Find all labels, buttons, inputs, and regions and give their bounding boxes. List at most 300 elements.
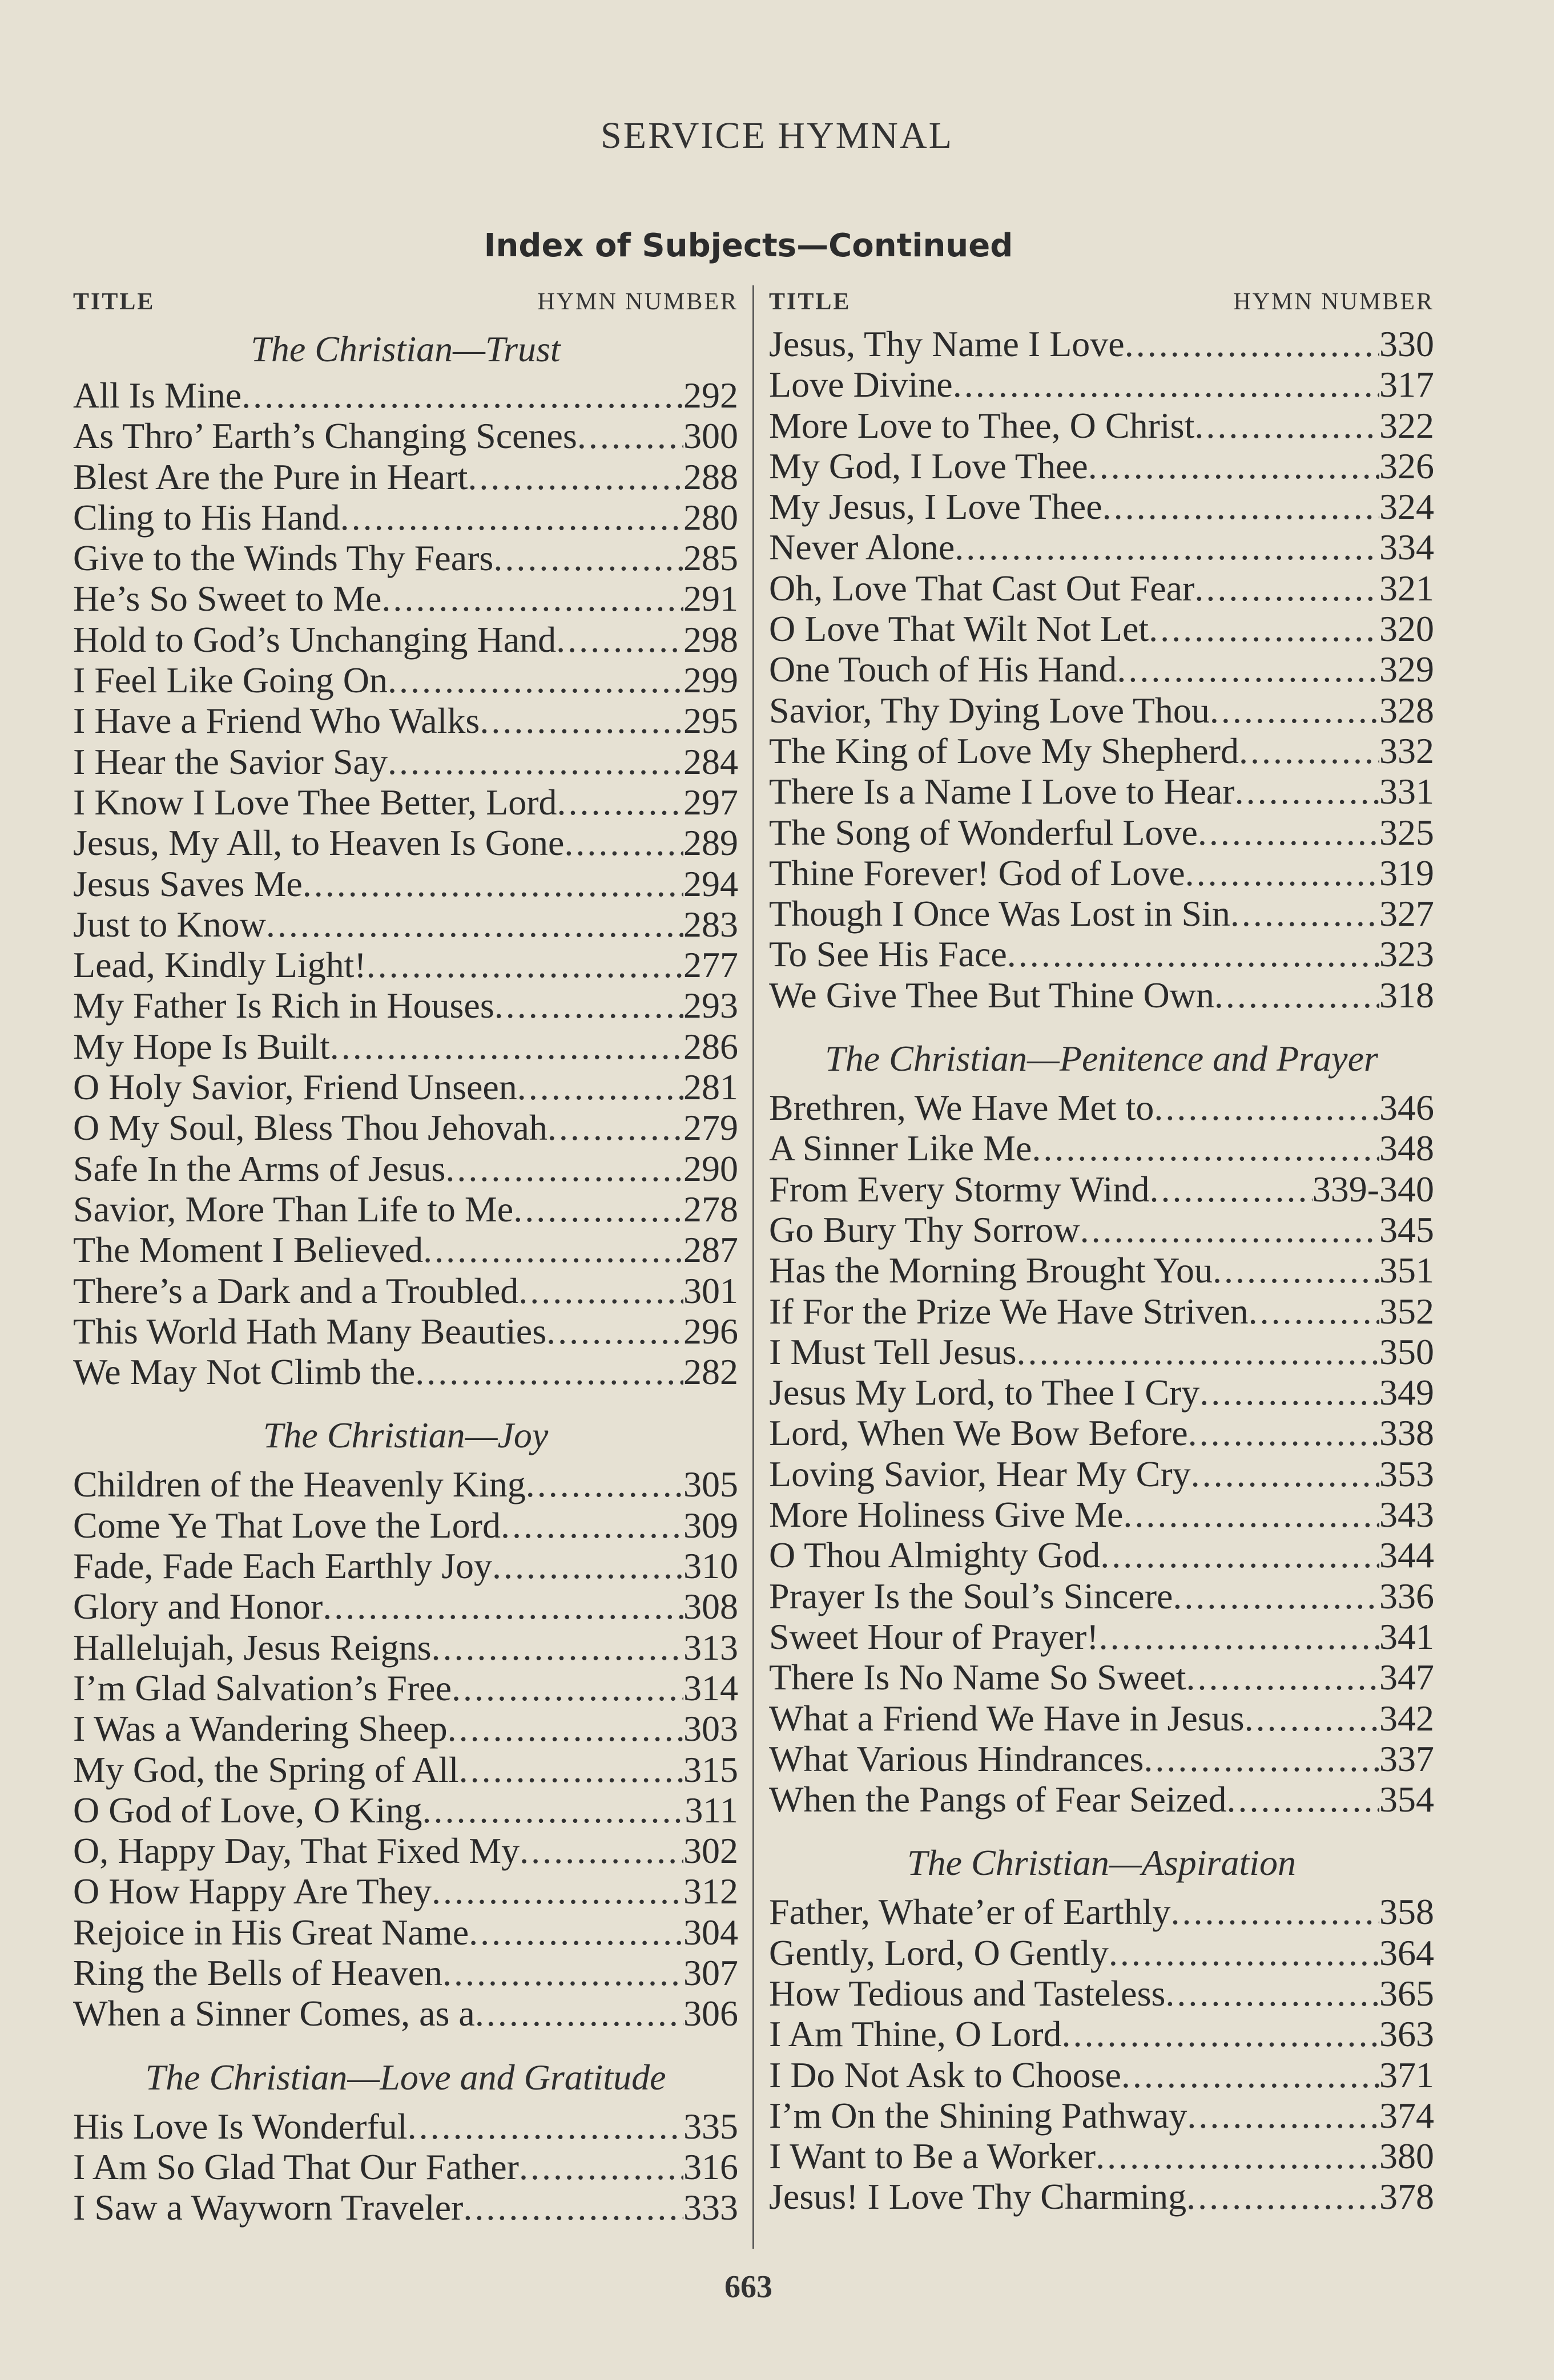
dot-leader: [517, 1067, 683, 1107]
index-entry: [73, 822, 738, 863]
index-entry: [73, 1546, 738, 1586]
index-entry: [769, 2136, 1434, 2176]
hymn-title: Just to Know: [73, 903, 266, 945]
dot-leader: [452, 1668, 683, 1708]
index-entry: [73, 1311, 738, 1352]
hymn-number: 331: [1379, 771, 1434, 812]
dot-leader: [1230, 893, 1379, 934]
index-entry: [769, 568, 1434, 608]
index-entry: [73, 945, 738, 985]
dot-leader: [1239, 731, 1379, 771]
index-entry: [769, 690, 1434, 731]
index-entry: [769, 1698, 1434, 1738]
hymn-title: Ring the Bells of Heaven: [73, 1952, 442, 1993]
hymn-title: Sweet Hour of Prayer!: [769, 1616, 1099, 1657]
hymn-title: We May Not Climb the: [73, 1352, 416, 1393]
hymn-number: 312: [683, 1871, 738, 1912]
hymn-title: O Thou Almighty God: [769, 1535, 1101, 1576]
hymn-number: 353: [1379, 1453, 1434, 1494]
hymn-title: O, Happy Day, That Fixed My: [73, 1830, 520, 1871]
hymn-number: 336: [1379, 1575, 1434, 1616]
index-entry: [73, 1912, 738, 1953]
dot-leader: [475, 1993, 683, 2034]
dot-leader: [1171, 1891, 1380, 1932]
index-entry: [769, 1128, 1434, 1168]
hymn-title: Jesus My Lord, to Thee I Cry: [769, 1372, 1200, 1413]
dot-leader: [1198, 812, 1379, 853]
column-divider: [752, 285, 754, 2249]
page-number: 663: [724, 2269, 772, 2305]
index-entry: [73, 1026, 738, 1067]
dot-leader: [556, 619, 683, 660]
hymn-number: 352: [1379, 1290, 1434, 1332]
title-column-label: TITLE: [769, 289, 851, 315]
hymn-number: 335: [683, 2105, 738, 2147]
hymn-title: Blest Are the Pure in Heart: [73, 456, 468, 497]
index-entry: [769, 812, 1434, 853]
index-entry: [73, 864, 738, 904]
index-entry: [73, 416, 738, 456]
hymn-number: 322: [1379, 405, 1434, 446]
dot-leader: [1191, 1454, 1379, 1494]
hymn-title: Children of the Heavenly King: [73, 1464, 526, 1505]
hymn-number: 296: [683, 1310, 738, 1352]
hymn-title: Jesus! I Love Thy Charming: [769, 2176, 1187, 2217]
dot-leader: [547, 1107, 683, 1148]
dot-leader: [492, 1546, 683, 1586]
hymn-number: 279: [683, 1107, 738, 1148]
hymn-number: 378: [1379, 2176, 1434, 2217]
hymn-title: One Touch of His Hand: [769, 649, 1117, 690]
hymn-number: 313: [683, 1627, 738, 1668]
hymn-title: Savior, More Than Life to Me: [73, 1188, 514, 1229]
hymn-title: How Tedious and Tasteless: [769, 1972, 1166, 2014]
hymn-title: My God, the Spring of All: [73, 1749, 459, 1790]
hymn-number: 282: [683, 1352, 738, 1393]
index-entry: [73, 782, 738, 822]
hymn-title: I Am So Glad That Our Father: [73, 2146, 519, 2187]
hymn-title: What Various Hindrances: [769, 1738, 1144, 1779]
hymn-title: Oh, Love That Cast Out Fear: [769, 567, 1195, 608]
index-entry: [73, 985, 738, 1026]
hymn-title: Never Alone: [769, 527, 955, 568]
left-sections: [73, 324, 738, 2228]
index-entry: [73, 1107, 738, 1148]
dot-leader: [1235, 771, 1379, 812]
dot-leader: [388, 741, 683, 782]
dot-leader: [340, 497, 683, 538]
index-entry: [769, 853, 1434, 893]
hymn-number: 286: [683, 1026, 738, 1067]
dot-leader: [1149, 608, 1379, 649]
hymn-title: A Sinner Like Me: [769, 1128, 1032, 1169]
hymn-title: From Every Stormy Wind: [769, 1168, 1150, 1209]
hymn-number: 280: [683, 497, 738, 538]
hymn-title: I Am Thine, O Lord: [769, 2014, 1062, 2055]
hymn-number: 365: [1379, 1972, 1434, 2014]
index-entry: [73, 904, 738, 945]
hymn-number: 278: [683, 1188, 738, 1229]
hymn-title: O My Soul, Bless Thou Jehovah: [73, 1107, 547, 1148]
hymn-title: There Is No Name So Sweet: [769, 1657, 1186, 1698]
hymn-title: Gently, Lord, O Gently: [769, 1932, 1109, 1973]
dot-leader: [1062, 2014, 1379, 2054]
index-entry: [769, 771, 1434, 812]
hymn-number: 349: [1379, 1372, 1434, 1413]
section-heading: The Christian—Trust: [251, 329, 561, 369]
hymn-number: 290: [683, 1148, 738, 1189]
dot-leader: [431, 1627, 683, 1668]
hymn-title: My Jesus, I Love Thee: [769, 486, 1102, 527]
index-entry: [73, 1505, 738, 1546]
hymn-title: Savior, Thy Dying Love Thou: [769, 689, 1210, 731]
index-entry: [73, 1953, 738, 1993]
index-entry: [769, 527, 1434, 567]
right-column: [769, 288, 1434, 2217]
hymn-number: 281: [683, 1067, 738, 1108]
hymn-number: 283: [683, 903, 738, 945]
dot-leader: [1186, 1657, 1379, 1697]
index-entry: [769, 1494, 1434, 1535]
hymn-title: I Feel Like Going On: [73, 660, 388, 701]
hymn-number: 311: [685, 1789, 738, 1830]
hymn-title: The King of Love My Shepherd: [769, 730, 1239, 771]
index-entry: [73, 538, 738, 578]
hymn-title: Hallelujah, Jesus Reigns: [73, 1627, 432, 1668]
index-entry: [73, 2187, 738, 2228]
index-entry: [73, 375, 738, 416]
hymn-title: Rejoice in His Great Name: [73, 1911, 469, 1953]
dot-leader: [448, 1708, 683, 1749]
index-entry: [769, 2176, 1434, 2217]
hymn-number: 308: [683, 1586, 738, 1627]
dot-leader: [1102, 486, 1379, 527]
hymn-number: 291: [683, 578, 738, 619]
column-header: [73, 288, 738, 324]
hymn-title: Jesus Saves Me: [73, 863, 303, 904]
hymn-title: Brethren, We Have Met to: [769, 1087, 1154, 1128]
hymn-title: Prayer Is the Soul’s Sincere: [769, 1575, 1173, 1616]
index-entry: [73, 700, 738, 741]
hymn-number: 337: [1379, 1738, 1434, 1779]
hymn-title: All Is Mine: [73, 375, 242, 416]
index-entry: [769, 1209, 1434, 1250]
right-sections: [769, 324, 1434, 2217]
hymn-number: 288: [683, 456, 738, 497]
hymn-title: Come Ye That Love the Lord: [73, 1504, 501, 1546]
index-entry: [769, 1413, 1434, 1453]
dot-leader: [423, 1229, 683, 1270]
dot-leader: [953, 364, 1379, 405]
hymn-number: 344: [1379, 1535, 1434, 1576]
dot-leader: [1187, 2095, 1379, 2136]
hymn-number: 317: [1379, 364, 1434, 405]
hymn-title: My God, I Love Thee: [769, 445, 1088, 486]
hymn-title: Hold to God’s Unchanging Hand: [73, 619, 557, 660]
hymn-number: 289: [683, 822, 738, 864]
hymn-title: I’m Glad Salvation’s Free: [73, 1667, 452, 1708]
index-entry: [769, 1576, 1434, 1616]
hymn-title: Jesus, My All, to Heaven Is Gone: [73, 822, 565, 864]
index-entry: [769, 1657, 1434, 1697]
hymn-number: 302: [683, 1830, 738, 1871]
hymn-number: 323: [1379, 934, 1434, 975]
index-entry: [73, 1352, 738, 1392]
dot-leader: [493, 538, 683, 578]
index-entry: [73, 1993, 738, 2034]
dot-leader: [1188, 1413, 1379, 1453]
index-entry: [73, 1148, 738, 1189]
dot-leader: [1096, 2136, 1379, 2176]
dot-leader: [546, 1311, 683, 1352]
index-entry: [769, 1891, 1434, 1932]
hymn-number: 319: [1379, 852, 1434, 893]
hymn-number: 315: [683, 1749, 738, 1790]
index-entry: [769, 364, 1434, 405]
hymn-title: Safe In the Arms of Jesus: [73, 1148, 446, 1189]
index-entry: [73, 1668, 738, 1708]
hymn-title: Lord, When We Bow Before: [769, 1413, 1188, 1454]
index-entry: [73, 1830, 738, 1871]
hymn-number: 374: [1379, 2095, 1434, 2136]
index-entry: [73, 2106, 738, 2147]
dot-leader: [442, 1953, 683, 1993]
dot-leader: [1185, 853, 1379, 893]
hymn-title: I Want to Be a Worker: [769, 2136, 1096, 2177]
dot-leader: [480, 700, 683, 741]
index-entry: [73, 619, 738, 660]
hymn-number: 307: [683, 1952, 738, 1993]
hymn-title: Fade, Fade Each Earthly Joy: [73, 1546, 492, 1587]
hymn-number: 304: [683, 1911, 738, 1953]
index-entry: [73, 1270, 738, 1311]
hymn-title: When the Pangs of Fear Seized: [769, 1779, 1227, 1820]
hymn-number: 342: [1379, 1697, 1434, 1738]
hymn-number: 371: [1379, 2054, 1434, 2095]
hymn-title: Go Bury Thy Sorrow: [769, 1209, 1080, 1250]
running-head: SERVICE HYMNAL: [601, 115, 953, 156]
dot-leader: [469, 1912, 683, 1953]
hymn-number: 277: [683, 945, 738, 986]
dot-leader: [432, 1871, 683, 1911]
hymn-number: 298: [683, 619, 738, 660]
hymn-title: When a Sinner Comes, as a: [73, 1993, 475, 2034]
hymn-title: As Thro’ Earth’s Changing Scenes: [73, 416, 577, 457]
hymn-number: 329: [1379, 649, 1434, 690]
hymn-number: 320: [1379, 608, 1434, 650]
dot-leader: [1109, 1933, 1379, 1973]
index-entry: [73, 1586, 738, 1627]
hymn-title: Has the Morning Brought You: [769, 1250, 1213, 1291]
dot-leader: [408, 2106, 683, 2147]
index-entry: [73, 1790, 738, 1830]
hymn-number: 295: [683, 700, 738, 741]
index-entry: [769, 1535, 1434, 1575]
index-entry: [769, 2055, 1434, 2095]
hymn-title: O Holy Savior, Friend Unseen: [73, 1067, 517, 1108]
index-entry: [769, 405, 1434, 446]
dot-leader: [557, 782, 683, 822]
index-entry: [769, 324, 1434, 364]
index-entry: [73, 1229, 738, 1270]
dot-leader: [1227, 1779, 1379, 1820]
dot-leader: [1194, 405, 1379, 446]
index-entry: [73, 1871, 738, 1911]
hymn-number-column-label: HYMN NUMBER: [1233, 289, 1434, 315]
dot-leader: [1016, 1332, 1379, 1372]
hymn-number: 293: [683, 985, 738, 1026]
index-entry: [769, 1616, 1434, 1657]
index-entry: [769, 2095, 1434, 2136]
dot-leader: [1154, 1087, 1379, 1128]
index-entry: [73, 1464, 738, 1504]
hymn-number: 334: [1379, 527, 1434, 568]
title-column-label: TITLE: [73, 289, 155, 315]
hymn-title: Thine Forever! God of Love: [769, 852, 1185, 893]
hymn-title: Love Divine: [769, 364, 953, 405]
hymn-title: The Song of Wonderful Love: [769, 812, 1198, 853]
hymn-number: 338: [1379, 1413, 1434, 1454]
dot-leader: [520, 1830, 683, 1871]
hymn-number: 350: [1379, 1331, 1434, 1372]
index-entry: [73, 1067, 738, 1107]
dot-leader: [1099, 1616, 1379, 1657]
hymn-number: 325: [1379, 812, 1434, 853]
hymn-number-column-label: HYMN NUMBER: [537, 289, 738, 315]
hymn-title: O Love That Wilt Not Let: [769, 608, 1149, 650]
dot-leader: [463, 2187, 683, 2228]
hymn-number: 343: [1379, 1494, 1434, 1535]
hymn-title: There’s a Dark and a Troubled: [73, 1270, 519, 1311]
dot-leader: [330, 1026, 683, 1067]
dot-leader: [513, 1189, 683, 1229]
dot-leader: [1088, 446, 1379, 486]
dot-leader: [494, 985, 683, 1026]
dot-leader: [367, 945, 683, 985]
hymn-title: Father, Whate’er of Earthly: [769, 1891, 1171, 1933]
hymn-title: Jesus, Thy Name I Love: [769, 324, 1125, 364]
dot-leader: [303, 864, 683, 904]
dot-leader: [1210, 690, 1379, 731]
hymn-number: 364: [1379, 1932, 1434, 1973]
hymn-number: 305: [683, 1464, 738, 1505]
hymn-number: 301: [683, 1270, 738, 1311]
index-entry: [73, 1189, 738, 1229]
dot-leader: [1199, 1372, 1379, 1413]
hymn-number: 339-340: [1312, 1168, 1434, 1209]
index-entry: [769, 649, 1434, 689]
hymn-title: I Do Not Ask to Choose: [769, 2054, 1121, 2095]
hymn-number: 347: [1379, 1657, 1434, 1698]
hymn-title: I Know I Love Thee Better, Lord: [73, 781, 557, 822]
dot-leader: [1117, 649, 1379, 689]
index-entry: [769, 486, 1434, 527]
index-entry: [769, 1738, 1434, 1779]
hymn-title: What a Friend We Have in Jesus: [769, 1697, 1245, 1738]
index-entry: [769, 893, 1434, 934]
hymn-number: 358: [1379, 1891, 1434, 1933]
dot-leader: [1173, 1576, 1379, 1616]
hymn-title: My Hope Is Built: [73, 1026, 330, 1067]
hymn-number: 285: [683, 538, 738, 579]
hymn-title: I Must Tell Jesus: [769, 1331, 1017, 1372]
index-entry: [73, 1627, 738, 1668]
index-entry: [73, 457, 738, 497]
index-entry: [769, 1250, 1434, 1290]
hymn-title: Though I Once Was Lost in Sin: [769, 893, 1230, 934]
hymn-number: 310: [683, 1546, 738, 1587]
hymn-number: 326: [1379, 445, 1434, 486]
index-entry: [769, 1973, 1434, 2014]
hymn-number: 306: [683, 1993, 738, 2034]
dot-leader: [266, 904, 683, 945]
hymn-number: 318: [1379, 974, 1434, 1015]
hymn-number: 346: [1379, 1087, 1434, 1128]
hymn-title: Cling to His Hand: [73, 497, 340, 538]
dot-leader: [1032, 1128, 1379, 1168]
dot-leader: [381, 578, 683, 619]
index-entry: [769, 1291, 1434, 1332]
dot-leader: [1165, 1973, 1379, 2014]
section-heading: The Christian—Aspiration: [907, 1842, 1296, 1883]
hymn-title: I Have a Friend Who Walks: [73, 700, 480, 741]
dot-leader: [955, 527, 1379, 567]
dot-leader: [459, 1749, 683, 1790]
hymn-title: The Moment I Believed: [73, 1229, 424, 1270]
hymn-title: More Holiness Give Me: [769, 1494, 1124, 1535]
index-entry: [769, 1779, 1434, 1820]
hymn-title: His Love Is Wonderful: [73, 2105, 408, 2147]
dot-leader: [1214, 975, 1379, 1015]
hymn-number: 303: [683, 1708, 738, 1749]
hymn-number: 292: [683, 375, 738, 416]
dot-leader: [501, 1505, 683, 1546]
hymn-number: 314: [683, 1667, 738, 1708]
dot-leader: [526, 1464, 683, 1504]
dot-leader: [422, 1790, 685, 1830]
index-entry: [769, 731, 1434, 771]
hymn-number: 354: [1379, 1779, 1434, 1820]
dot-leader: [1194, 568, 1379, 608]
dot-leader: [1123, 1494, 1379, 1535]
hymn-title: Loving Savior, Hear My Cry: [769, 1453, 1191, 1494]
dot-leader: [1245, 1698, 1379, 1738]
hymn-title: We Give Thee But Thine Own: [769, 974, 1214, 1015]
hymn-number: 284: [683, 741, 738, 782]
section-heading: The Christian—Love and Gratitude: [145, 2056, 666, 2097]
hymn-number: 345: [1379, 1209, 1434, 1250]
hymn-title: My Father Is Rich in Houses: [73, 985, 494, 1026]
hymn-title: Glory and Honor: [73, 1586, 323, 1627]
index-entry: [73, 1749, 738, 1790]
index-entry: [769, 446, 1434, 486]
hymn-title: I’m On the Shining Pathway: [769, 2095, 1187, 2136]
dot-leader: [1213, 1250, 1379, 1290]
hymn-number: 328: [1379, 689, 1434, 731]
dot-leader: [415, 1352, 683, 1392]
hymn-title: If For the Prize We Have Striven: [769, 1290, 1249, 1332]
hymn-title: There Is a Name I Love to Hear: [769, 771, 1235, 812]
hymn-number: 287: [683, 1229, 738, 1270]
dot-leader: [388, 660, 683, 700]
index-entry: [73, 741, 738, 782]
index-entry: [73, 497, 738, 538]
index-entry: [73, 578, 738, 619]
hymn-number: 297: [683, 781, 738, 822]
hymn-number: 309: [683, 1504, 738, 1546]
dot-leader: [468, 457, 683, 497]
index-title: Index of Subjects—Continued: [484, 227, 1013, 264]
